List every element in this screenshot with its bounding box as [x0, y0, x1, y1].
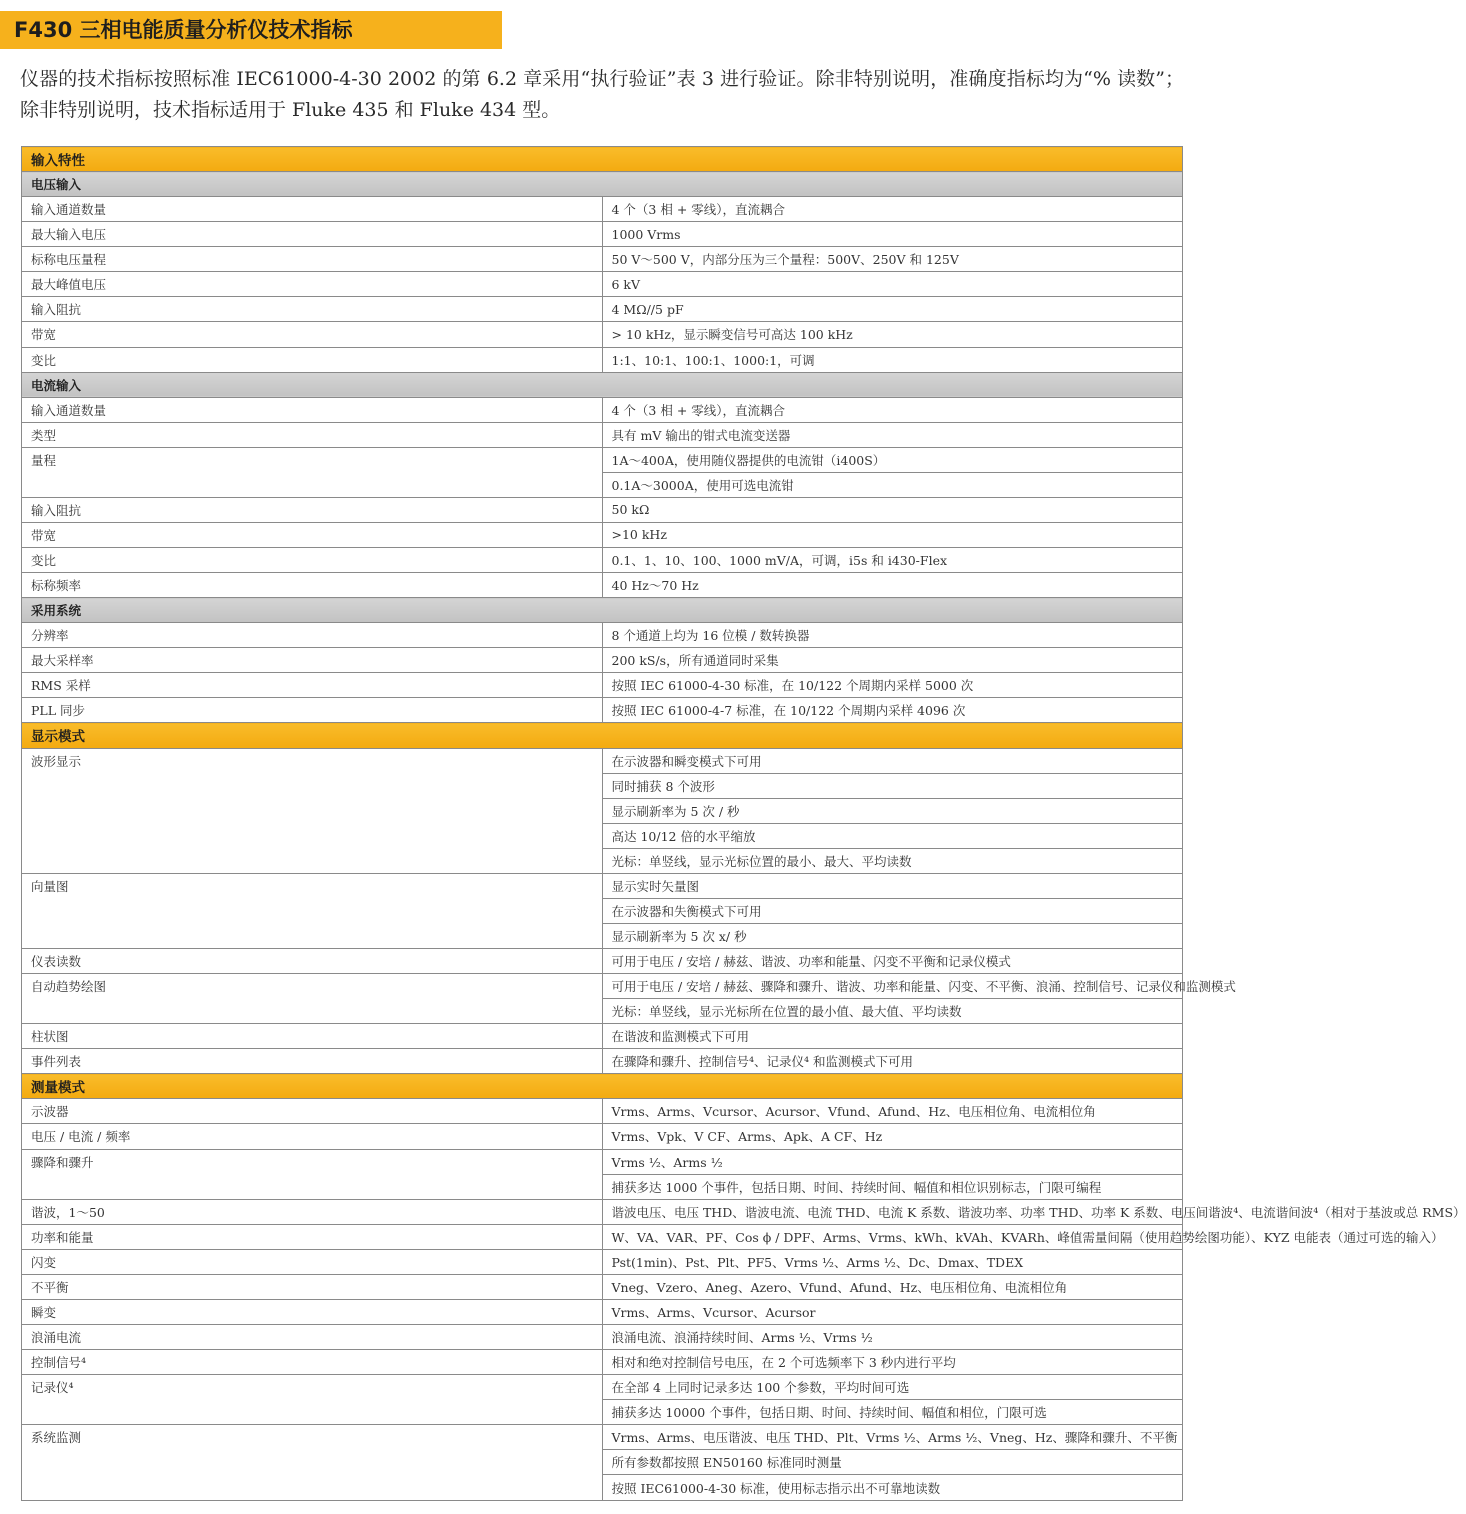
subsection-title: 电流输入: [22, 372, 1183, 397]
row-label: 向量图: [22, 873, 603, 898]
row-label: 最大输入电压: [22, 222, 603, 247]
row-value: Pst(1min)、Pst、Plt、PF5、Vrms ½、Arms ½、Dc、Dmax、TDEX: [602, 1249, 1183, 1274]
table-row: [22, 949, 1183, 974]
row-value: 显示刷新率为 5 次 / 秒: [602, 798, 1183, 823]
table-row: [22, 1224, 1183, 1249]
page-title: F430 三相电能质量分析仪技术指标: [0, 11, 502, 49]
row-label: [22, 823, 603, 848]
row-value: 相对和绝对控制信号电压，在 2 个可选频率下 3 秒内进行平均: [602, 1350, 1183, 1375]
section-header: [22, 723, 1183, 748]
row-label: 类型: [22, 422, 603, 447]
row-label: 谐波，1～50: [22, 1199, 603, 1224]
row-value: 8 个通道上均为 16 位模 / 数转换器: [602, 623, 1183, 648]
table-row: [22, 297, 1183, 322]
table-row: [22, 197, 1183, 222]
row-label: 输入阻抗: [22, 497, 603, 522]
row-value: 1:1、10:1、100:1、1000:1，可调: [602, 347, 1183, 372]
row-label: 分辨率: [22, 623, 603, 648]
row-label: 控制信号⁴: [22, 1350, 603, 1375]
row-value: 显示刷新率为 5 次 x/ 秒: [602, 923, 1183, 948]
row-value: 在示波器和失衡模式下可用: [602, 898, 1183, 923]
table-row: [22, 1024, 1183, 1049]
row-label: [22, 798, 603, 823]
table-row: [22, 1425, 1183, 1450]
table-row: [22, 222, 1183, 247]
row-label: [22, 848, 603, 873]
table-row: [22, 522, 1183, 547]
row-label: 带宽: [22, 322, 603, 347]
row-label: 系统监测: [22, 1425, 603, 1450]
table-row: [22, 1450, 1183, 1475]
subsection-header: [22, 172, 1183, 197]
table-row: [22, 497, 1183, 522]
row-label: 不平衡: [22, 1274, 603, 1299]
row-value: 40 Hz～70 Hz: [602, 573, 1183, 598]
table-row: [22, 1174, 1183, 1199]
row-label: 量程: [22, 447, 603, 472]
row-value: 4 个（3 相 + 零线），直流耦合: [602, 197, 1183, 222]
row-label: 闪变: [22, 1249, 603, 1274]
spec-table-body: [22, 147, 1466, 1501]
row-label: 标称电压量程: [22, 247, 603, 272]
row-value: 50 kΩ: [602, 497, 1183, 522]
row-label: 电压 / 电流 / 频率: [22, 1124, 603, 1149]
row-value: 显示实时矢量图: [602, 873, 1183, 898]
table-row: [22, 798, 1183, 823]
row-value: 按照 IEC 61000-4-7 标准，在 10/122 个周期内采样 4096 次: [602, 698, 1183, 723]
section-header: [22, 147, 1183, 172]
row-value: 1000 Vrms: [602, 222, 1183, 247]
table-row: [22, 1324, 1183, 1349]
table-row: [22, 472, 1183, 497]
row-label: 变比: [22, 548, 603, 573]
table-row: [22, 698, 1183, 723]
row-value: 0.1A～3000A，使用可选电流钳: [602, 472, 1183, 497]
subsection-header: [22, 372, 1183, 397]
row-value: 浪涌电流、浪涌持续时间、Arms ½、Vrms ½: [602, 1324, 1183, 1349]
row-label: [22, 1450, 603, 1475]
intro-paragraph: 仪器的技术指标按照标准 IEC61000-4-30 2002 的第 6.2 章采用“执行验证”表 3 进行验证。除非特别说明，准确度指标均为“% 读数”；除非特别说明，技术指标适用于 Fluke 435 和 Fluke 434 型。: [20, 68, 1184, 121]
row-label: 最大峰值电压: [22, 272, 603, 297]
row-label: 变比: [22, 347, 603, 372]
table-row: [22, 1274, 1183, 1299]
row-label: [22, 1475, 603, 1501]
row-label: [22, 1174, 603, 1199]
row-label: [22, 999, 603, 1024]
row-label: 带宽: [22, 522, 603, 547]
table-row: [22, 247, 1183, 272]
row-value: 6 kV: [602, 272, 1183, 297]
row-value: 捕获多达 10000 个事件，包括日期、时间、持续时间、幅值和相位，门限可选: [602, 1400, 1183, 1425]
row-label: 输入通道数量: [22, 197, 603, 222]
row-label: 骤降和骤升: [22, 1149, 603, 1174]
row-label: [22, 898, 603, 923]
row-label: 功率和能量: [22, 1224, 603, 1249]
row-value: 1A～400A，使用随仪器提供的电流钳（i400S）: [602, 447, 1183, 472]
row-label: 柱状图: [22, 1024, 603, 1049]
table-row: [22, 1249, 1183, 1274]
row-value: 光标：单竖线，显示光标位置的最小、最大、平均读数: [602, 848, 1183, 873]
row-value: 谐波电压、电压 THD、谐波电流、电流 THD、电流 K 系数、谐波功率、功率 THD、功率 K 系数、电压间谐波⁴、电流谐间波⁴（相对于基波或总 RMS）: [602, 1199, 1183, 1224]
row-value: 可用于电压 / 安培 / 赫兹、骤降和骤升、谐波、功率和能量、闪变、不平衡、浪涌、控制信号、记录仪和监测模式: [602, 974, 1183, 999]
row-value: 0.1、1、10、100、1000 mV/A，可调，i5s 和 i430-Flex: [602, 548, 1183, 573]
row-label: RMS 采样: [22, 673, 603, 698]
row-value: 可用于电压 / 安培 / 赫兹、谐波、功率和能量、闪变不平衡和记录仪模式: [602, 949, 1183, 974]
row-label: [22, 923, 603, 948]
table-row: [22, 1299, 1183, 1324]
table-row: [22, 923, 1183, 948]
row-value: > 10 kHz，显示瞬变信号可高达 100 kHz: [602, 322, 1183, 347]
row-value: 同时捕获 8 个波形: [602, 773, 1183, 798]
table-row: [22, 573, 1183, 598]
subsection-title: 采用系统: [22, 598, 1183, 623]
section-header: [22, 1074, 1183, 1099]
table-row: [22, 974, 1183, 999]
row-value: 按照 IEC 61000-4-30 标准，在 10/122 个周期内采样 5000 次: [602, 673, 1183, 698]
table-row: [22, 422, 1183, 447]
row-label: 自动趋势绘图: [22, 974, 603, 999]
row-value: >10 kHz: [602, 522, 1183, 547]
row-value: 在全部 4 上同时记录多达 100 个参数，平均时间可选: [602, 1375, 1183, 1400]
row-label: 标称频率: [22, 573, 603, 598]
row-value: W、VA、VAR、PF、Cos ϕ / DPF、Arms、Vrms、kWh、kVAh、KVARh、峰值需量间隔（使用趋势绘图功能）、KYZ 电能表（通过可选的输入）: [602, 1224, 1183, 1249]
table-row: [22, 1475, 1183, 1501]
row-value: Vrms、Arms、Vcursor、Acursor、Vfund、Afund、Hz、电压相位角、电流相位角: [602, 1099, 1183, 1124]
row-label: PLL 同步: [22, 698, 603, 723]
row-label: 浪涌电流: [22, 1324, 603, 1349]
table-row: [22, 1400, 1183, 1425]
table-row: [22, 1149, 1183, 1174]
row-value: Vneg、Vzero、Aneg、Azero、Vfund、Afund、Hz、电压相位角、电流相位角: [602, 1274, 1183, 1299]
row-value: 在骤降和骤升、控制信号⁴、记录仪⁴ 和监测模式下可用: [602, 1049, 1183, 1074]
subsection-header: [22, 598, 1183, 623]
table-row: [22, 1099, 1183, 1124]
subsection-title: 电压输入: [22, 172, 1183, 197]
table-row: [22, 748, 1183, 773]
row-value: 具有 mV 输出的钳式电流变送器: [602, 422, 1183, 447]
row-label: 仪表读数: [22, 949, 603, 974]
table-row: [22, 1199, 1183, 1224]
table-row: [22, 648, 1183, 673]
table-row: [22, 322, 1183, 347]
row-label: 记录仪⁴: [22, 1375, 603, 1400]
row-label: 波形显示: [22, 748, 603, 773]
row-label: [22, 773, 603, 798]
table-row: [22, 1049, 1183, 1074]
table-row: [22, 548, 1183, 573]
table-row: [22, 272, 1183, 297]
row-label: 瞬变: [22, 1299, 603, 1324]
row-value: 4 个（3 相 + 零线），直流耦合: [602, 397, 1183, 422]
table-row: [22, 823, 1183, 848]
table-row: [22, 848, 1183, 873]
row-value: 200 kS/s，所有通道同时采集: [602, 648, 1183, 673]
table-row: [22, 773, 1183, 798]
table-row: [22, 999, 1183, 1024]
row-label: [22, 1400, 603, 1425]
row-value: Vrms、Vpk、V CF、Arms、Apk、A CF、Hz: [602, 1124, 1183, 1149]
row-label: 示波器: [22, 1099, 603, 1124]
row-label: 输入通道数量: [22, 397, 603, 422]
table-row: [22, 1375, 1183, 1400]
row-value: 捕获多达 1000 个事件，包括日期、时间、持续时间、幅值和相位识别标志，门限可编程: [602, 1174, 1183, 1199]
row-value: Vrms、Arms、电压谐波、电压 THD、Plt、Vrms ½、Arms ½、Vneg、Hz、骤降和骤升、不平衡: [602, 1425, 1183, 1450]
table-row: [22, 447, 1183, 472]
row-value: 所有参数都按照 EN50160 标准同时测量: [602, 1450, 1183, 1475]
table-row: [22, 873, 1183, 898]
row-label: [22, 472, 603, 497]
row-value: 高达 10/12 倍的水平缩放: [602, 823, 1183, 848]
section-title: 测量模式: [22, 1074, 1183, 1099]
table-row: [22, 898, 1183, 923]
row-value: 按照 IEC61000-4-30 标准，使用标志指示出不可靠地读数: [602, 1475, 1183, 1501]
row-label: 最大采样率: [22, 648, 603, 673]
row-value: 在示波器和瞬变模式下可用: [602, 748, 1183, 773]
row-value: Vrms、Arms、Vcursor、Acursor: [602, 1299, 1183, 1324]
table-row: [22, 397, 1183, 422]
table-row: [22, 1350, 1183, 1375]
table-row: [22, 673, 1183, 698]
row-value: 50 V～500 V，内部分压为三个量程：500V、250V 和 125V: [602, 247, 1183, 272]
table-row: [22, 623, 1183, 648]
row-value: 在谐波和监测模式下可用: [602, 1024, 1183, 1049]
row-label: 事件列表: [22, 1049, 603, 1074]
table-row: [22, 347, 1183, 372]
row-value: 光标：单竖线，显示光标所在位置的最小值、最大值、平均读数: [602, 999, 1183, 1024]
row-value: Vrms ½、Arms ½: [602, 1149, 1183, 1174]
section-title: 显示模式: [22, 723, 1183, 748]
spec-table: [21, 146, 1466, 1501]
row-label: 输入阻抗: [22, 297, 603, 322]
table-row: [22, 1124, 1183, 1149]
section-title: 输入特性: [22, 147, 1183, 172]
row-value: 4 MΩ//5 pF: [602, 297, 1183, 322]
